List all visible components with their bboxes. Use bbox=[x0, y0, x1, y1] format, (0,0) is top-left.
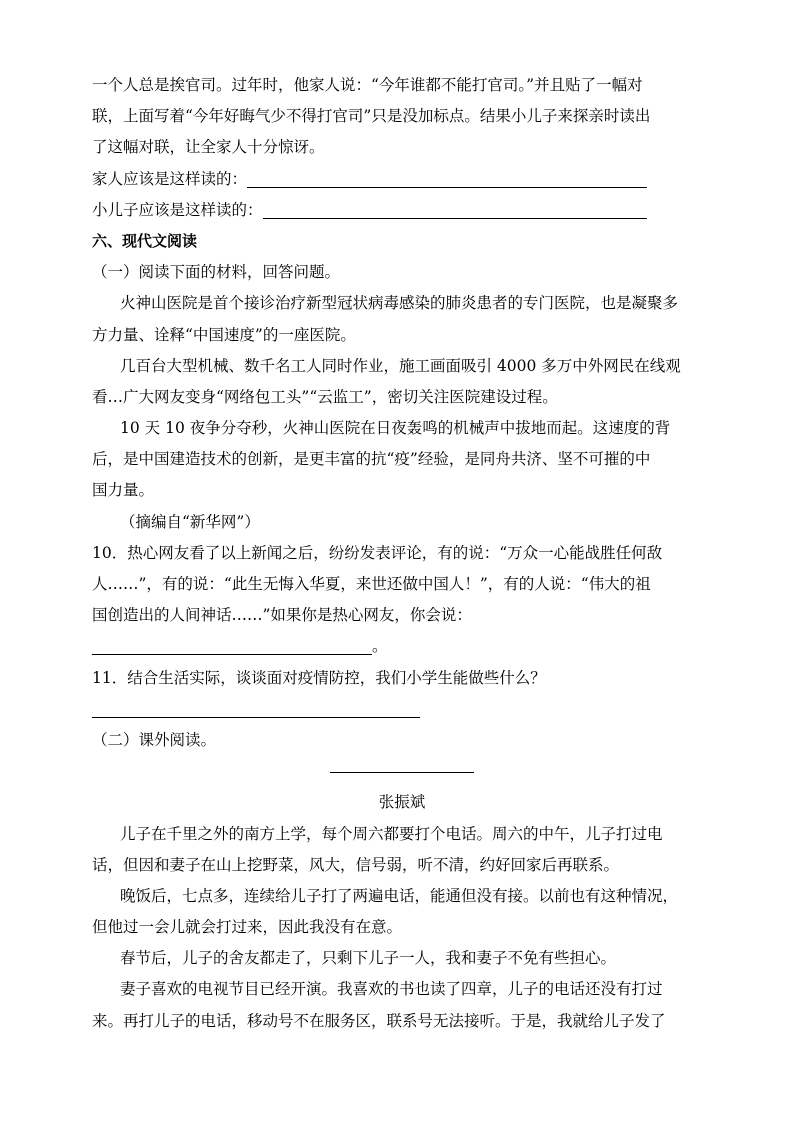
intro-line: 联，上面写着“今年好晦气少不得打官司”只是没加标点。结果小儿子来探亲时读出 bbox=[92, 107, 651, 126]
intro-line: 了这幅对联，让全家人十分惊讶。 bbox=[92, 138, 325, 157]
q11-line: 11．结合生活实际，谈谈面对疫情防控，我们小学生能做些什么？ bbox=[92, 668, 546, 687]
article2-line: 晚饭后，七点多，连续给儿子打了两遍电话，能通但没有接。以前也有这种情况， bbox=[120, 886, 679, 905]
article1-line: 后，是中国建造技术的创新，是更丰富的抗“疫”经验，是同舟共济、坚不可摧的中 bbox=[92, 450, 651, 469]
section6-title: 六、现代文阅读 bbox=[92, 231, 198, 250]
article1-line: 方力量、诠释“中国速度”的一座医院。 bbox=[92, 325, 356, 344]
answer-son-label: 小儿子应该是这样读的： bbox=[92, 200, 263, 219]
article2-line: 春节后，儿子的舍友都走了，只剩下儿子一人，我和妻子不免有些担心。 bbox=[120, 949, 617, 968]
answer-family-row bbox=[92, 164, 712, 195]
part1-title: （一）阅读下面的材料，回答问题。 bbox=[92, 263, 341, 282]
article1-line: 火神山医院是首个接诊治疗新型冠状病毒感染的肺炎患者的专门医院，也是凝聚多 bbox=[120, 294, 679, 313]
article1-line: 看…广大网友变身“网络包工头”“云监工”，密切关注医院建设过程。 bbox=[92, 387, 558, 406]
article1-line: 国力量。 bbox=[92, 481, 155, 500]
article2-author: 张振斌 bbox=[378, 793, 426, 812]
article1-line: 几百台大型机械、数千名工人同时作业，施工画面吸引 4000 多万中外网民在线观 bbox=[120, 356, 681, 375]
article2-line: 来。再打儿子的电话，移动号不在服务区，联系号无法接听。于是，我就给儿子发了 bbox=[92, 1011, 666, 1030]
q10-line: 国创造出的人间神话……”如果你是热心网友，你会说： bbox=[92, 606, 472, 625]
article2-title-blank[interactable] bbox=[330, 771, 474, 773]
article2-title-blank-row bbox=[92, 756, 712, 787]
intro-line: 一个人总是挨官司。过年时，他家人说：“今年谁都不能打官司。”并且贴了一幅对 bbox=[92, 76, 643, 94]
article2-line: 话，但因和妻子在山上挖野菜，风大，信号弱，听不清，约好回家后再联系。 bbox=[92, 855, 620, 874]
answer-family-label: 家人应该是这样读的： bbox=[92, 169, 248, 188]
q10-answer-row bbox=[92, 631, 712, 662]
article2-line: 妻子喜欢的电视节目已经开演。我喜欢的书也读了四章，儿子的电话还没有打过 bbox=[120, 980, 663, 999]
article1-source: （摘编自“新华网”） bbox=[120, 512, 260, 531]
article1-line: 10 天 10 夜争分夺秒，火神山医院在日夜轰鸣的机械声中拔地而起。这速度的背 bbox=[120, 419, 671, 438]
article2-line: 但他过一会儿就会打过来，因此我没有在意。 bbox=[92, 918, 403, 937]
answer-family-blank[interactable] bbox=[247, 169, 647, 188]
q10-end-mark: 。 bbox=[372, 637, 388, 656]
answer-son-row bbox=[92, 195, 712, 226]
q11-answer-blank[interactable] bbox=[92, 699, 420, 718]
q10-answer-blank[interactable] bbox=[92, 636, 372, 655]
q10-line: 人……”，有的说：“此生无悔入华夏，来世还做中国人！”，有的人说：“伟大的祖 bbox=[92, 575, 651, 593]
part2-title: （二）课外阅读。 bbox=[92, 730, 217, 749]
q10-line: 10．热心网友看了以上新闻之后，纷纷发表评论，有的说：“万众一心能战胜任何敌 bbox=[92, 543, 663, 562]
article2-line: 儿子在千里之外的南方上学，每个周六都要打个电话。周六的中午，儿子打过电 bbox=[120, 824, 663, 843]
page-content bbox=[92, 70, 712, 1037]
answer-son-blank[interactable] bbox=[263, 200, 647, 219]
q11-answer-row bbox=[92, 694, 712, 725]
